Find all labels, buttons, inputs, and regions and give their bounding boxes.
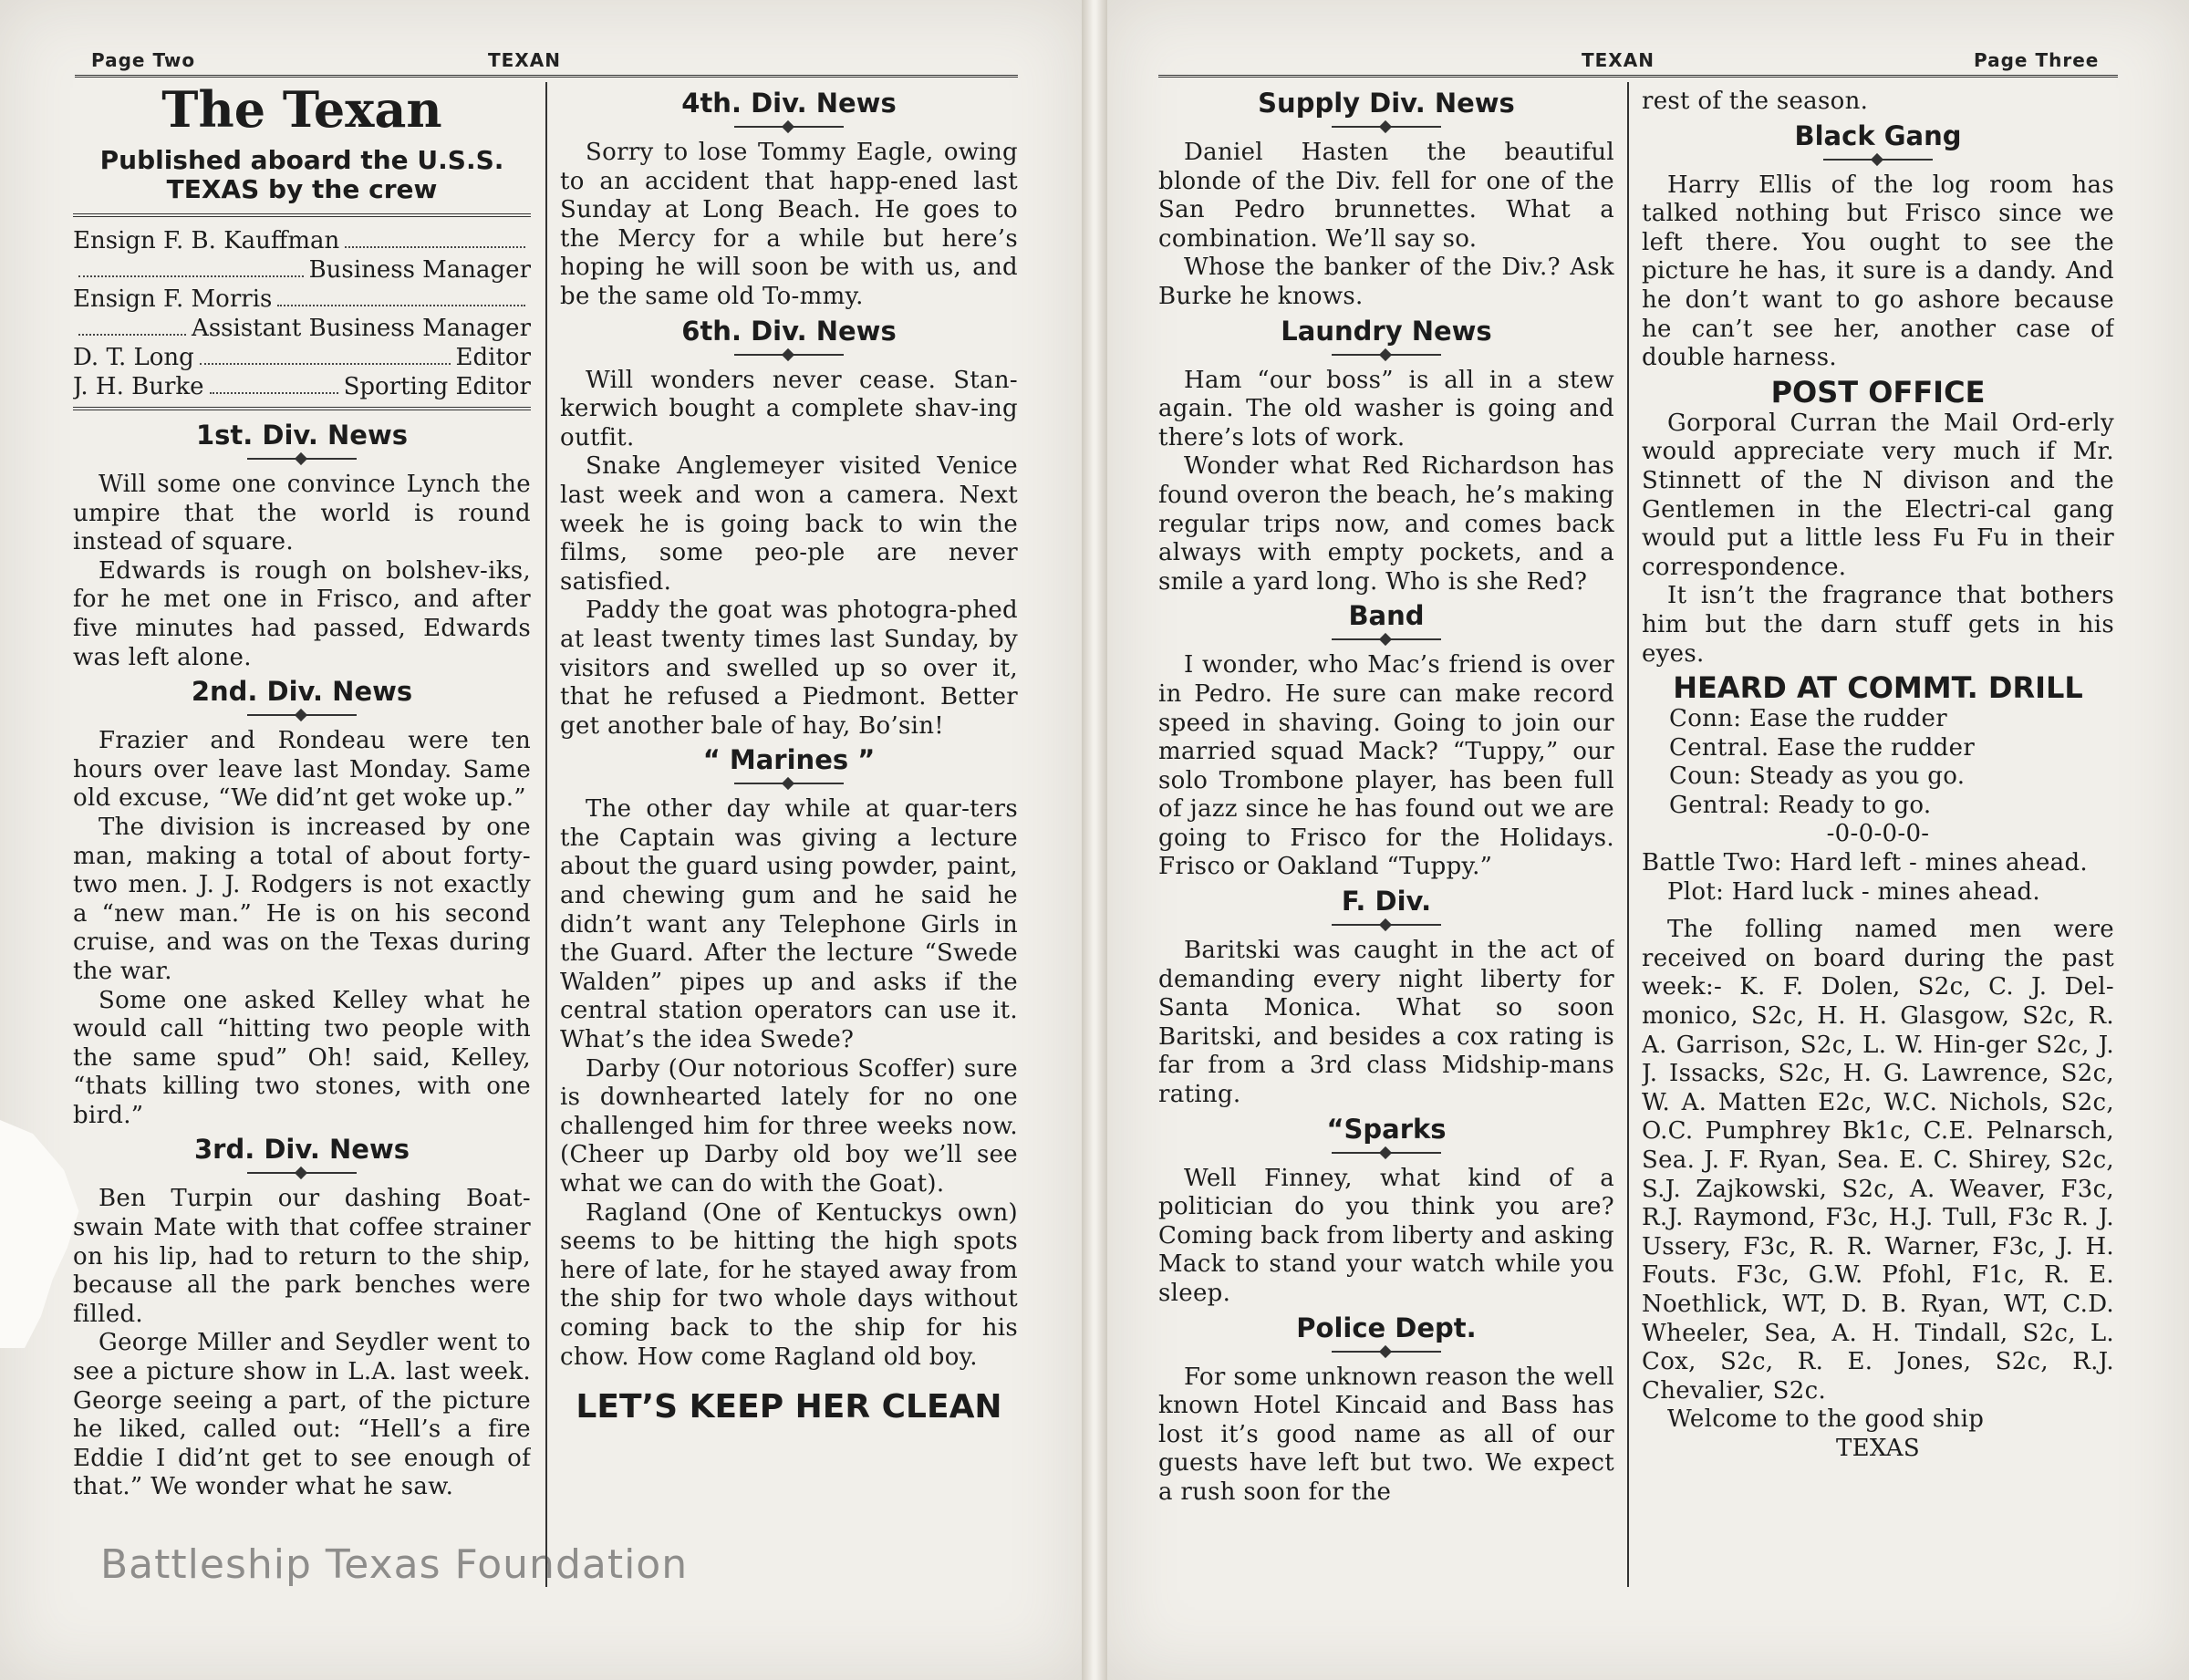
article-paragraph: Darby (Our notorious Scoffer) sure is downhearted lately for no one challenged him for three weeks now. (Cheer up Darby old boy we’ll see what we can do with the Goat).	[560, 1054, 1018, 1198]
article-paragraph: Paddy the goat was photogra-phed at least twenty times last Sunday, by visitors and swelled up so over it, that he refused a Piedmont. Better get another bale of hay, Bo’sin!	[560, 596, 1018, 740]
page-number-left: Page Two	[91, 49, 196, 71]
article-paragraph: Baritski was caught in the act of demanding every night liberty for Santa Monica. What so soon Baritski, and besides a cox rating is far from a 3rd class Midship-mans rating.	[1158, 937, 1614, 1109]
ornament-divider	[1332, 633, 1441, 646]
torn-edge	[0, 1120, 82, 1348]
staff-list	[73, 226, 531, 401]
staff-row: Ensign F. Morris	[73, 285, 531, 314]
dialogue-line: Gentral: Ready to go.	[1669, 791, 1932, 819]
dialogue-line: Central. Ease the rudder	[1669, 733, 1976, 762]
column-rule-right	[1627, 82, 1629, 1587]
section-heading: 6th. Div. News	[681, 315, 897, 347]
ornament-divider	[247, 1167, 357, 1179]
page-number-right: Page Three	[1974, 49, 2100, 71]
ornament-divider	[734, 120, 844, 133]
ornament-divider	[1332, 348, 1441, 361]
welcome-ship: TEXAS	[1836, 1434, 1920, 1462]
right-column-1	[1158, 84, 1614, 1598]
article-paragraph: Frazier and Rondeau were ten hours over leave last Monday. Same old excuse, “We did’nt get woke up.”	[73, 727, 531, 813]
article-paragraph: It isn’t the fragrance that bothers him but the darn stuff gets in his eyes.	[1642, 582, 2114, 668]
section-heading: Band	[1348, 600, 1425, 632]
section-heading: Supply Div. News	[1258, 88, 1515, 119]
ornament-divider	[247, 452, 357, 465]
section-heading: Black Gang	[1794, 119, 1962, 151]
section-heading: 1st. Div. News	[195, 420, 409, 451]
section-heading: 4th. Div. News	[681, 88, 897, 119]
welcome-line: Welcome to the good ship	[1667, 1405, 1985, 1434]
watermark: Battleship Texas Foundation	[100, 1541, 689, 1588]
section-heading: HEARD AT COMMT. DRILL	[1673, 670, 2083, 706]
ornament-divider	[1332, 120, 1441, 133]
article-paragraph: The division is increased by one man, making a total of about forty-two men. J. J. Rodgers is not exactly a “new man.” He is on his second cruise, and was on the Texas during the war.	[73, 813, 531, 985]
ornament-divider	[1332, 1345, 1441, 1358]
article-paragraph: Ragland (One of Kentuckys own) seems to be hitting the high spots here of late, for he stayed away from the ship for two whole days without coming back to the ship for his chow. How come Ragland old boy.	[560, 1198, 1018, 1371]
header-rule-right	[1158, 75, 2118, 78]
left-column-1	[73, 80, 531, 1603]
article-paragraph: Sorry to lose Tommy Eagle, owing to an accident that happ-ened last Sunday at Long Beach. He goes to the Mercy for a while but here’s hoping he will soon be with us, and be the same old To-mmy.	[560, 139, 1018, 310]
header-rule-left	[75, 75, 1018, 78]
right-column-2	[1642, 88, 2114, 1602]
article-paragraph: I wonder, who Mac’s friend is over in Pedro. He sure can make record speed in shaving. Going to join our married squad Mack? “Tuppy,” our solo Trombone player, has been full of jazz since he has found out we are going to Frisco for the Holidays. Frisco or Oakland “Tuppy.”	[1158, 651, 1614, 881]
staff-row: Business Manager	[73, 255, 531, 285]
article-paragraph: For some unknown reason the well known Hotel Kincaid and Bass has lost it’s good name as all of our guests have left but two. We expect a rush soon for the	[1158, 1363, 1614, 1506]
staff-rule	[73, 407, 531, 410]
section-heading: 2nd. Div. News	[191, 676, 413, 708]
article-paragraph: The other day while at quar-ters the Captain was giving a lecture about the guard using powder, paint, and chewing gum and he said he didn’t want any Telephone Girls in the Guard. After the lecture “Swede Walden” pipes up and asks if the central station operators can use it. What’s the idea Swede?	[560, 795, 1018, 1054]
section-heading: “Sparks	[1326, 1113, 1447, 1145]
ornament-divider	[247, 709, 357, 721]
masthead-subtitle: Published aboard the U.S.S. TEXAS by the crew	[99, 145, 504, 204]
ornament-divider	[1332, 1146, 1441, 1159]
ornament-divider	[734, 348, 844, 361]
staff-row: Ensign F. B. Kauffman	[73, 226, 531, 255]
running-title-right: TEXAN	[1582, 49, 1655, 71]
section-heading: “ Marines ”	[702, 744, 876, 776]
article-paragraph: Ben Turpin our dashing Boat-swain Mate with that coffee strainer on his lip, had to return to the ship, because all the park benches were filled.	[73, 1185, 531, 1328]
drill-dialogue	[1642, 705, 2114, 820]
staff-row: D. T. Long Editor	[73, 344, 531, 371]
page-three	[1107, 0, 2189, 1680]
running-title-left: TEXAN	[488, 49, 561, 71]
column-rule-left	[545, 82, 547, 1587]
section-heading: 3rd. Div. News	[193, 1134, 410, 1166]
article-continuation: rest of the season.	[1642, 88, 1869, 115]
page-two	[0, 0, 1082, 1680]
article-paragraph: Well Finney, what kind of a politician do you think you are? Coming back from liberty and asking Mack to stand your watch while you sleep.	[1158, 1164, 1614, 1307]
binding-gutter	[1082, 0, 1107, 1680]
dialogue-line: Coun: Steady as you go.	[1669, 762, 1966, 791]
dialogue-line: Conn: Ease the rudder	[1669, 705, 1947, 733]
ornament-divider	[1823, 153, 1933, 166]
article-paragraph: George Miller and Seydler went to see a picture show in L.A. last week. George seeing a part, of the picture he liked, called out: “Hell’s a fire Eddie I did’nt get to see enough of that.” We wonder what he saw.	[73, 1329, 531, 1501]
article-paragraph: Daniel Hasten the beautiful blonde of the Div. fell for one of the San Pedro brunnettes. What a combination. We’ll say so.	[1158, 139, 1614, 253]
article-paragraph: Will wonders never cease. Stan-kerwich bought a complete shav-ing outfit.	[560, 366, 1018, 451]
dialogue-line: Plot: Hard luck - mines ahead.	[1667, 877, 2040, 906]
article-paragraph: Wonder what Red Richardson has found overon the beach, he’s making regular trips now, and comes back always with empty pockets, and a smile a yard long. Who is she Red?	[1158, 452, 1614, 596]
section-heading: Laundry News	[1281, 315, 1492, 347]
article-paragraph: Some one asked Kelley what he would call “hitting two people with the same spud” Oh! said, Kelley, “thats killing two stones, with one bird.”	[73, 986, 531, 1129]
section-heading: POST OFFICE	[1770, 374, 1986, 410]
ornament-divider	[734, 777, 844, 790]
article-paragraph: Whose the banker of the Div.? Ask Burke he knows.	[1158, 254, 1614, 310]
article-paragraph: Will some one convince Lynch the umpire that the world is round instead of square.	[73, 471, 531, 556]
closing-slogan: LET’S KEEP HER CLEAN	[576, 1388, 1002, 1426]
staff-row: J. H. Burke Sporting Editor	[73, 373, 531, 400]
separator-line: -0-0-0-0-	[1826, 820, 1930, 848]
dialogue-line: Battle Two: Hard left - mines ahead.	[1642, 849, 2088, 877]
masthead-rule	[73, 213, 531, 217]
section-heading: Police Dept.	[1296, 1312, 1477, 1343]
left-column-2	[560, 84, 1018, 1598]
masthead-title: The Texan	[161, 80, 442, 139]
article-paragraph: Gorporal Curran the Mail Ord-erly would appreciate very much if Mr. Stinnett of the N divison and the Gentlemen in the Electri-cal gang would put a little less Fu Fu in their correspondence.	[1642, 409, 2114, 581]
article-paragraph: The folling named men were received on board during the past week:- K. F. Dolen, S2c, C. J. Del-monico, S2c, H. H. Glasgow, S2c, R. A. Garrison, S2c, L. W. Hin-ger S2c, J. J. Issacks, S2c, H. G. Lawrence, S2c, W. A. Matten E2c, W.C. Nichols, S2c, O.C. Pumphrey Bk1c, C.E. Pelnarsch, Sea. J. F. Ryan, Sea. E. C. Shirey, S2c, S.J. Zajkowski, S2c, A. Weaver, F3c, R.J. Raymond, F3c, H.J. Tull, F3c R. J. Ussery, F3c, R. R. Warner, F3c, J. H. Fouts. F3c, G.W. Pfohl, F1c, R. E. Noethlick, WT, D. B. Ryan, WT, C.D. Wheeler, Sea, A. H. Tindall, S2c, L. Cox, S2c, R. E. Jones, S2c, R.J. Chevalier, S2c.	[1642, 916, 2114, 1405]
article-paragraph: Harry Ellis of the log room has talked nothing but Frisco since we left there. You ought to see the picture he has, it sure is a dandy. And he don’t want to go ashore because he can’t see her, another case of double harness.	[1642, 171, 2114, 372]
article-paragraph: Snake Anglemeyer visited Venice last week and won a camera. Next week he is going back to win the films, some peo-ple are never satisfied.	[560, 452, 1018, 596]
section-heading: F. Div.	[1341, 886, 1432, 918]
ornament-divider	[1332, 918, 1441, 931]
article-paragraph: Edwards is rough on bolshev-iks, for he met one in Frisco, and after five minutes had passed, Edwards was left alone.	[73, 556, 531, 671]
article-paragraph: Ham “our boss” is all in a stew again. The old washer is going and there’s lots of work.	[1158, 366, 1614, 451]
staff-row: Assistant Business Manager	[73, 314, 531, 343]
